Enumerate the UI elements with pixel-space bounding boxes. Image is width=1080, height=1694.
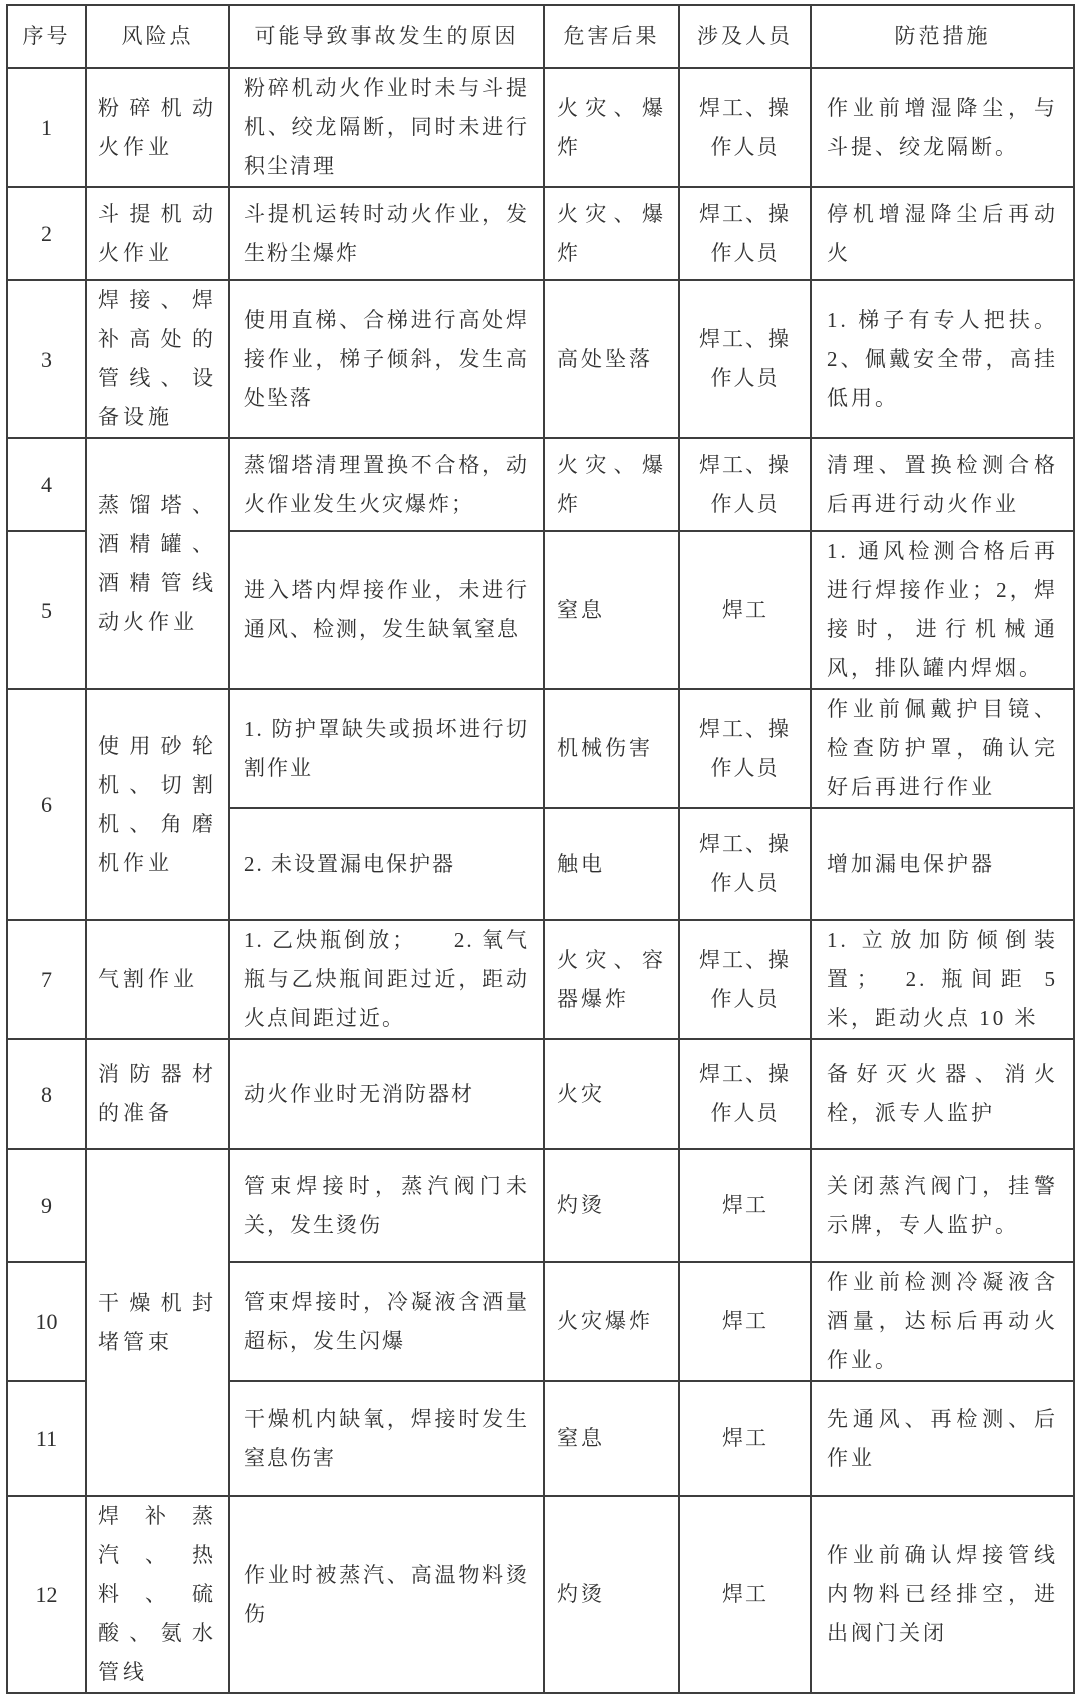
cell-personnel: 焊工 [679, 1149, 811, 1262]
cell-num: 3 [7, 280, 86, 438]
table-row [7, 1039, 1074, 1149]
cell-personnel: 焊工、操作人员 [679, 438, 811, 531]
cell-consequence: 火灾 [544, 1039, 679, 1149]
table-row [7, 689, 1074, 808]
cell-num: 9 [7, 1149, 86, 1262]
cell-num: 10 [7, 1262, 86, 1381]
table-row [7, 1149, 1074, 1262]
cell-cause: 干燥机内缺氧，焊接时发生窒息伤害 [229, 1381, 544, 1496]
table-row [7, 280, 1074, 438]
table-row [7, 920, 1074, 1039]
header-row [7, 5, 1074, 68]
cell-num: 6 [7, 689, 86, 920]
cell-personnel: 焊工 [679, 1496, 811, 1693]
cell-risk: 蒸馏塔、酒精罐、酒精管线动火作业 [86, 438, 229, 689]
cell-measures: 先通风、再检测、后作业 [811, 1381, 1074, 1496]
cell-consequence: 灼烫 [544, 1496, 679, 1693]
cell-num: 8 [7, 1039, 86, 1149]
cell-personnel: 焊工 [679, 531, 811, 689]
table-row [7, 68, 1074, 187]
cell-measures: 作业前增湿降尘，与斗提、绞龙隔断。 [811, 68, 1074, 187]
cell-cause: 1. 防护罩缺失或损坏进行切割作业 [229, 689, 544, 808]
cell-personnel: 焊工、操作人员 [679, 920, 811, 1039]
cell-measures: 关闭蒸汽阀门，挂警示牌，专人监护。 [811, 1149, 1074, 1262]
cell-cause: 2. 未设置漏电保护器 [229, 808, 544, 920]
table-row [7, 187, 1074, 280]
header-cell-measures: 防范措施 [811, 5, 1074, 68]
cell-risk: 干燥机封堵管束 [86, 1149, 229, 1496]
cell-personnel: 焊工、操作人员 [679, 808, 811, 920]
cell-consequence: 机械伤害 [544, 689, 679, 808]
cell-risk: 气割作业 [86, 920, 229, 1039]
cell-num: 11 [7, 1381, 86, 1496]
cell-cause: 进入塔内焊接作业，未进行通风、检测，发生缺氧窒息 [229, 531, 544, 689]
cell-cause: 1. 乙炔瓶倒放； 2. 氧气瓶与乙炔瓶间距过近，距动火点间距过近。 [229, 920, 544, 1039]
header-cell-consequence: 危害后果 [544, 5, 679, 68]
header-cell-cause: 可能导致事故发生的原因 [229, 5, 544, 68]
cell-cause: 蒸馏塔清理置换不合格，动火作业发生火灾爆炸； [229, 438, 544, 531]
table-row [7, 438, 1074, 531]
cell-measures: 作业前确认焊接管线内物料已经排空，进出阀门关闭 [811, 1496, 1074, 1693]
cell-risk: 使用砂轮机、切割机、角磨机作业 [86, 689, 229, 920]
cell-personnel: 焊工、操作人员 [679, 187, 811, 280]
cell-risk: 焊接、焊补高处的管线、设备设施 [86, 280, 229, 438]
cell-personnel: 焊工、操作人员 [679, 1039, 811, 1149]
cell-personnel: 焊工、操作人员 [679, 68, 811, 187]
cell-measures: 备好灭火器、消火栓，派专人监护 [811, 1039, 1074, 1149]
cell-risk: 斗提机动火作业 [86, 187, 229, 280]
header-cell-num: 序号 [7, 5, 86, 68]
cell-risk: 焊补蒸汽、热料、硫酸、氨水管线 [86, 1496, 229, 1693]
cell-num: 12 [7, 1496, 86, 1693]
cell-measures: 1. 梯子有专人把扶。2、佩戴安全带，高挂低用。 [811, 280, 1074, 438]
cell-num: 7 [7, 920, 86, 1039]
cell-risk: 粉碎机动火作业 [86, 68, 229, 187]
cell-consequence: 火灾、爆炸 [544, 68, 679, 187]
cell-consequence: 火灾、爆炸 [544, 187, 679, 280]
cell-measures: 作业前佩戴护目镜、检查防护罩，确认完好后再进行作业 [811, 689, 1074, 808]
header-cell-personnel: 涉及人员 [679, 5, 811, 68]
cell-personnel: 焊工 [679, 1262, 811, 1381]
cell-cause: 管束焊接时，蒸汽阀门未关，发生烫伤 [229, 1149, 544, 1262]
cell-measures: 1. 立放加防倾倒装置； 2. 瓶间距 5 米，距动火点 10 米 [811, 920, 1074, 1039]
cell-cause: 使用直梯、合梯进行高处焊接作业，梯子倾斜，发生高处坠落 [229, 280, 544, 438]
cell-measures: 1. 通风检测合格后再进行焊接作业；2，焊接时，进行机械通风，排队罐内焊烟。 [811, 531, 1074, 689]
cell-num: 1 [7, 68, 86, 187]
risk-assessment-table [6, 4, 1075, 1694]
cell-consequence: 火灾爆炸 [544, 1262, 679, 1381]
cell-personnel: 焊工 [679, 1381, 811, 1496]
cell-num: 5 [7, 531, 86, 689]
cell-measures: 增加漏电保护器 [811, 808, 1074, 920]
cell-personnel: 焊工、操作人员 [679, 689, 811, 808]
cell-consequence: 灼烫 [544, 1149, 679, 1262]
cell-cause: 作业时被蒸汽、高温物料烫伤 [229, 1496, 544, 1693]
document-page [6, 4, 1075, 1694]
cell-measures: 停机增湿降尘后再动火 [811, 187, 1074, 280]
table-row [7, 1496, 1074, 1693]
cell-num: 2 [7, 187, 86, 280]
cell-consequence: 火灾、爆炸 [544, 438, 679, 531]
cell-cause: 粉碎机动火作业时未与斗提机、绞龙隔断，同时未进行积尘清理 [229, 68, 544, 187]
cell-cause: 动火作业时无消防器材 [229, 1039, 544, 1149]
cell-consequence: 触电 [544, 808, 679, 920]
cell-measures: 清理、置换检测合格后再进行动火作业 [811, 438, 1074, 531]
cell-risk: 消防器材的准备 [86, 1039, 229, 1149]
cell-consequence: 窒息 [544, 1381, 679, 1496]
cell-cause: 斗提机运转时动火作业，发生粉尘爆炸 [229, 187, 544, 280]
cell-num: 4 [7, 438, 86, 531]
cell-consequence: 高处坠落 [544, 280, 679, 438]
header-cell-risk: 风险点 [86, 5, 229, 68]
cell-consequence: 火灾、容器爆炸 [544, 920, 679, 1039]
cell-measures: 作业前检测冷凝液含酒量，达标后再动火作业。 [811, 1262, 1074, 1381]
cell-cause: 管束焊接时，冷凝液含酒量超标，发生闪爆 [229, 1262, 544, 1381]
cell-consequence: 窒息 [544, 531, 679, 689]
cell-personnel: 焊工、操作人员 [679, 280, 811, 438]
